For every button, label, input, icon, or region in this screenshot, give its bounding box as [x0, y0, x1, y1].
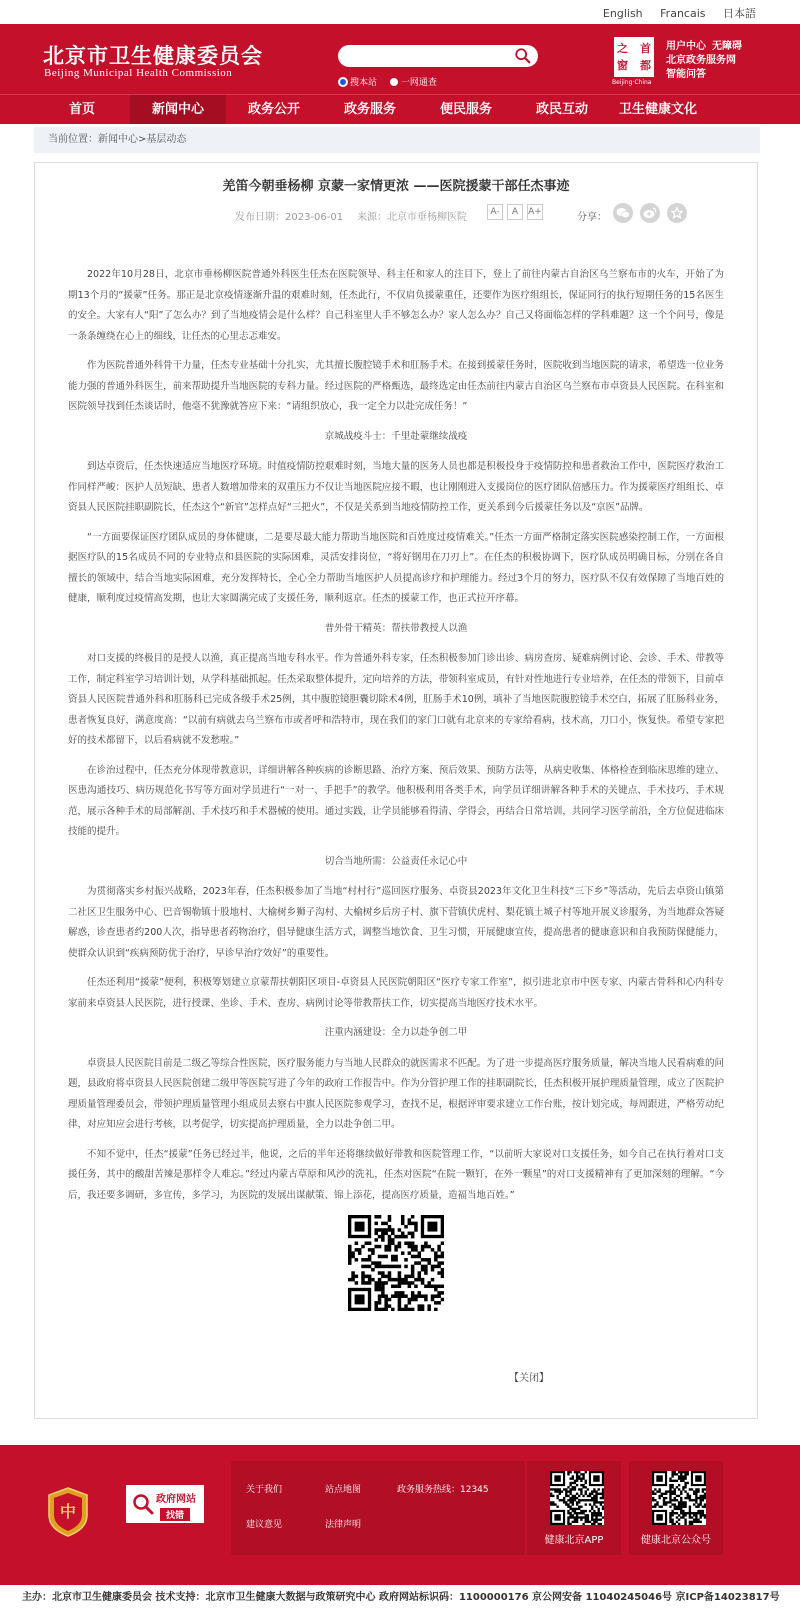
article-subheading: 注重内涵建设：全力以赴争创二甲: [324, 1027, 468, 1038]
nav-gov-affairs-open[interactable]: 政务公开: [247, 102, 300, 117]
article-paragraph: 2022年10月28日，北京市垂杨柳医院普通外科医生任杰在医院领导、科主任和家人的注目下，登上了前往内蒙古自治区乌兰察布市的火车，开始了为期13个月的“援蒙”任务。那正是北京疫情逐渐升温的艰难时刻，任杰此行，不仅肩负援蒙重任，还要作为医疗组组长，保证同行的执行短期任务的15名医生的安全。大家有人“阳”了怎么办？到了当地疫情会是什么样？自己科室里人手不够怎么办？家人怎么办？自己又将面临怎样的学科难题？这一个个问号，像是一条条缠绕在心上的细线，让任杰的心里忐忑难安。: [68, 269, 724, 342]
about-us-link[interactable]: 关于我们: [246, 1485, 283, 1495]
wechat-qr-code: [652, 1471, 706, 1525]
nav-health-culture[interactable]: 卫生健康文化: [618, 102, 697, 117]
wechat-icon[interactable]: [613, 203, 633, 223]
capital-logo-caption: Beijing·China: [612, 79, 652, 86]
qr-wechat-caption[interactable]: 健康北京公众号: [641, 1535, 711, 1546]
radio-site-search[interactable]: 搜本站: [339, 75, 377, 88]
font-increase-button[interactable]: A+: [527, 204, 543, 220]
gov-find-sub: 找错: [160, 1508, 190, 1521]
article-paragraph: 在诊治过程中，任杰充分体现带教意识，详细讲解各种疾病的诊断思路、治疗方案、预后效果、预防方法等，从病史收集、体格检查到临床思维的建立、医患沟通技巧、病历规范化书写等方面对学员进行“一对一、手把手”的教学。他积极利用各类手术，向学员详细讲解各种手术的关键点、手术技巧、手术规范，展示各种手术的局部解剖、手术技巧和手术器械的使用。通过实践，让学员能够看得清、学得会，再结合日常培训，共同学习医学前沿，全方位促进临床技能的提升。: [68, 764, 724, 837]
site-title-en[interactable]: Beijing Municipal Health Commission: [44, 67, 233, 79]
qr-app-caption[interactable]: 健康北京APP: [544, 1535, 604, 1546]
service-net-link[interactable]: 北京政务服务网: [666, 55, 736, 66]
party-badge-icon[interactable]: [47, 1487, 89, 1537]
site-title-cn[interactable]: 北京市卫生健康委员会: [43, 44, 263, 68]
hotline-text: 政务服务热线：12345: [397, 1485, 489, 1495]
user-center-link[interactable]: 用户中心: [666, 41, 706, 52]
font-size-controls: [487, 204, 543, 220]
article-paragraph: 任杰还利用“援蒙”便利，积极筹划建立京蒙帮扶朝阳区项目-卓资县人民医院朝阳区“医疗专家工作室”，拟引进北京市中医专家、内蒙古骨科和心内科专家前来卓资县人民医院，进行授课、坐诊、手术、查房、病例讨论等带教帮扶工作，切实提高当地医疗技术水平。: [68, 977, 724, 1009]
radio-unchecked-icon: [390, 78, 398, 86]
legal-notice-link[interactable]: 法律声明: [325, 1520, 362, 1530]
article-container: [34, 162, 758, 1419]
barrier-free-link[interactable]: 无障碍: [712, 41, 742, 52]
footer-links: [231, 1461, 525, 1555]
nav-home[interactable]: 首页: [68, 102, 95, 117]
article-title: 羌笛今朝垂杨柳 京蒙一家情更浓 ——医院援蒙干部任杰事迹: [222, 179, 570, 194]
smart-qa-link[interactable]: 智能问答: [666, 69, 706, 80]
article-paragraph: “一方面要保证医疗团队成员的身体健康，二是要尽最大能力帮助当地医院和百姓度过疫情难关。”任杰一方面严格制定落实医院感染控制工作，一方面根据医疗队的15名成员不同的专业特点和县医院的实际困难，灵活安排岗位，“将好钢用在刀刃上”。在任杰的积极协调下，医疗队成员明确目标，分别在各自擅长的领域中，结合当地实际困难，充分发挥特长，全心全力帮助当地医护人员提高诊疗和护理能力。经过3个月的努力，医疗队不仅有效保障了当地百姓的健康，顺利度过疫情高发期，也让大家圆满完成了支援任务，顺利返京。任杰的援蒙工作，也正式拉开序幕。: [68, 531, 724, 604]
nav-interaction[interactable]: 政民互动: [535, 102, 588, 117]
svg-text:中: 中: [59, 1502, 77, 1521]
app-qr-code: [550, 1471, 604, 1525]
sitemap-link[interactable]: 站点地图: [325, 1485, 362, 1495]
header-links: [666, 40, 742, 82]
radio-checked-icon: [339, 78, 347, 86]
article-paragraph: 不知不觉中，任杰“援蒙”任务已经过半，他说，之后的半年还将继续做好带教和医院管理工作，“以前听大家说对口支援任务，如今自己在执行着对口支援任务，其中的酸甜苦辣是那样令人难忘。”经过内蒙古草原和风沙的洗礼，任杰对医院“在院一颗钉，在外一颗星”的对口支援精神有了更加深刻的理解。“今后，我还要多调研，多宣传，多学习，为医院的发展出谋献策、锦上添花，提高医疗质量，造福当地百姓。”: [68, 1148, 724, 1201]
breadcrumb: 当前位置：新闻中心>基层动态: [34, 127, 760, 153]
article-source: 来源：北京市垂杨柳医院: [357, 212, 467, 223]
feedback-link[interactable]: 建议意见: [246, 1520, 283, 1530]
nav-gov-services[interactable]: 政务服务: [343, 102, 396, 117]
close-button[interactable]: 【关闭】: [509, 1373, 549, 1384]
capital-window-logo[interactable]: 之 首 窗 都: [614, 37, 654, 77]
publish-date: 发布日期：2023-06-01: [235, 212, 344, 223]
font-reset-button[interactable]: A: [507, 204, 523, 220]
search-box: [338, 45, 538, 67]
language-bar: [0, 0, 800, 24]
nav-news-center[interactable]: 新闻中心: [130, 95, 226, 124]
article-paragraph: 作为医院普通外科骨干力量，任杰专业基础十分扎实，尤其擅长腹腔镜手术和肛肠手术。在接到援蒙任务时，医院收到当地医院的请求，希望选一位业务能力强的普通外科医生，前来帮助提升当地医院的专科力量。经过医院的严格甄选，最终选定由任杰前往内蒙古自治区乌兰察布市卓资县人民医院。在科室和医院领导找到任杰谈话时，他毫不犹豫就答应下来：“请组织放心，我一定全力以赴完成任务！”: [68, 360, 724, 412]
search-input[interactable]: [338, 45, 498, 67]
qr-wechat-panel: [629, 1461, 723, 1555]
magnifier-icon: [132, 1493, 154, 1515]
article-meta: [35, 200, 757, 230]
search-icon[interactable]: [514, 47, 532, 65]
lang-japanese-link[interactable]: 日本語: [723, 7, 756, 20]
footer-bottom-line: 主办：北京市卫生健康委员会 技术支持：北京市卫生健康大数据与政策研究中心 政府网站标识码：1100000176 京公网安备 11040245046号 京ICP备14023817号: [0, 1585, 800, 1610]
font-decrease-button[interactable]: A-: [487, 204, 503, 220]
article-paragraph: 卓资县人民医院目前是二级乙等综合性医院，医疗服务能力与当地人民群众的就医需求不匹配。为了进一步提高医疗服务质量，解决当地人民看病难的问题，县政府将卓资县人民医院创建二级甲等医院写进了今年的政府工作报告中。作为分管护理工作的挂职副院长，任杰积极开展护理质量管理，成立了医院护理质量管理委员会，带领护理质量管理小组成员去察右中旗人民医院参观学习，查找不足，根据评审要求建立工作台账，按计划完成，每周跟进，严格劳动纪律，对应知应会进行考核，以考促学，切实提高护理质量，全力以赴争创二甲。: [68, 1057, 724, 1130]
article-paragraph: 对口支援的终极目的是授人以渔，真正提高当地专科水平。作为普通外科专家，任杰积极参加门诊出诊、病房查房、疑难病例讨论、会诊、手术、带教等工作，制定科室学习培训计划，从学科基础抓起。任杰采取整体提升，定向培养的方法，带领科室成员，有针对性地进行专业培养，在任杰的带领下，目前卓资县人民医院普通外科和肛肠科已完成各级手术25例，其中腹腔镜胆囊切除术4例，肛肠手术10例，填补了当地医院腹腔镜手术空白，拓展了肛肠科业务，患者恢复良好，满意度高：“以前有病就去乌兰察布市或者呼和浩特市，现在我们的家门口就有北京来的专家给看病，技术高，刀口小，恢复快。希望专家把好的技术都留下，以后看病就不发愁啦。”: [68, 653, 724, 746]
article-subheading: 普外骨干精英：帮扶带教授人以渔: [324, 622, 468, 634]
main-nav: [0, 94, 800, 124]
radio-all-search[interactable]: 一网通查: [390, 75, 437, 88]
lang-french-link[interactable]: Francais: [660, 7, 706, 20]
article-paragraph: 到达卓资后，任杰快速适应当地医疗环境。时值疫情防控艰难时刻，当地大量的医务人员也都是积极投身于疫情防控和患者救治工作中，医院医疗救治工作同样严峻：医护人员短缺、患者人数增加带来的双重压力不仅让当地医院应接不暇，也让刚刚进入支援岗位的医疗团队倍感压力。作为援蒙医疗组组长、卓资县人民医院挂职副院长，任杰这个“新官”怎样点好“三把火”，不仅是关系到当地疫情防控工作，更关系到今后援蒙任务以及“京医”品牌。: [68, 461, 724, 513]
article-qr-code: [348, 1215, 444, 1311]
article-subheading: 切合当地所需：公益责任永记心中: [324, 855, 468, 867]
article-body: [35, 265, 757, 1206]
nav-public-services[interactable]: 便民服务: [439, 102, 492, 117]
gov-find-title: 政府网站: [156, 1494, 196, 1505]
share-icons: [613, 203, 687, 223]
share-label: 分享：: [577, 212, 607, 223]
weibo-icon[interactable]: [640, 203, 660, 223]
qr-app-panel: [527, 1461, 621, 1555]
article-paragraph: 为贯彻落实乡村振兴战略，2023年春，任杰积极参加了当地“村村行”巡回医疗服务、卓资县2023年文化卫生科技“三下乡”等活动，先后去卓资山镇第二社区卫生服务中心、巴音锡勒镇十股地村、大榆树乡狮子沟村、大榆树乡后房子村、旗下营镇伏虎村、梨花镇土城子村等地开展义诊服务，为当地群众答疑解惑，诊查患者约200人次，指导患者药物治疗，倡导健康生活方式，调整当地饮食、卫生习惯，开展健康宣传，提高患者的健康意识和自我预防保健能力，使群众认识到“疾病预防优于治疗，早诊早治疗效好”的重要性。: [68, 886, 724, 959]
search-scope: [339, 75, 447, 89]
lang-english-link[interactable]: English: [602, 7, 643, 20]
site-header: [0, 24, 800, 94]
site-footer: [0, 1445, 800, 1585]
article-subheading: 京城战疫斗士：千里赴蒙继续战疫: [324, 430, 468, 442]
favorite-icon[interactable]: [667, 203, 687, 223]
gov-site-find-error-button[interactable]: [126, 1485, 204, 1523]
